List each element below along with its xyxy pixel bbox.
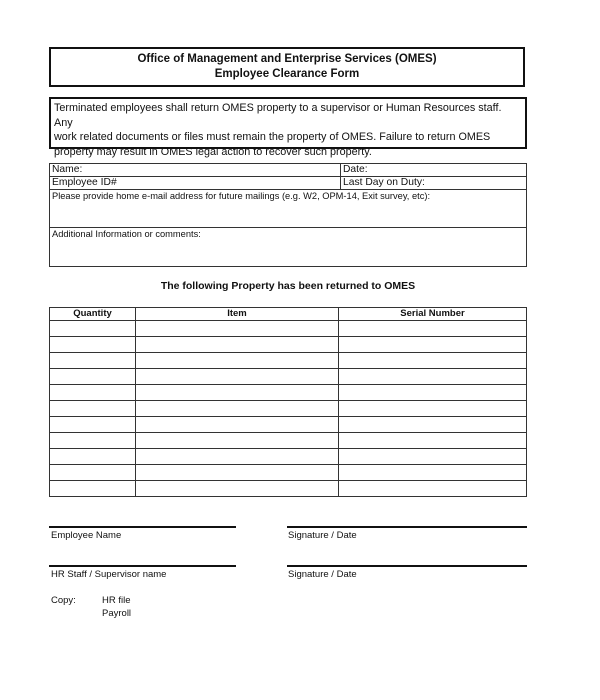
item-cell[interactable] <box>136 433 339 449</box>
serial-cell[interactable] <box>339 449 527 465</box>
employee-id-field[interactable] <box>50 177 341 190</box>
notice-box <box>49 97 527 158</box>
table-row <box>50 481 527 497</box>
table-row <box>50 337 527 353</box>
table-row <box>50 417 527 433</box>
quantity-cell[interactable] <box>50 385 136 401</box>
employee-signature-line[interactable] <box>287 526 527 528</box>
email-field[interactable] <box>50 190 527 228</box>
serial-cell[interactable] <box>339 369 527 385</box>
column-quantity: Quantity <box>50 308 136 321</box>
item-cell[interactable] <box>136 369 339 385</box>
copy-item-payroll: Payroll <box>102 608 132 619</box>
quantity-cell[interactable] <box>50 401 136 417</box>
form-title: Employee Clearance Form <box>214 68 360 80</box>
agency-title: Office of Management and Enterprise Services (OMES) <box>137 53 437 65</box>
employee-name-label: Employee Name <box>51 530 122 541</box>
hr-signature-line[interactable] <box>287 565 527 567</box>
quantity-cell[interactable] <box>50 417 136 433</box>
column-serial-number: Serial Number <box>339 308 527 321</box>
table-row <box>50 449 527 465</box>
table-row <box>50 401 527 417</box>
hr-name-label: HR Staff / Supervisor name <box>51 569 167 580</box>
last-day-field[interactable] <box>341 177 527 190</box>
quantity-cell[interactable] <box>50 353 136 369</box>
notice-line-1: Terminated employees shall return OMES property to a supervisor or Human Resources staff. Any <box>54 102 502 129</box>
hr-name-line[interactable] <box>49 565 236 567</box>
date-label: Date: <box>343 164 368 175</box>
notice-line-2: work related documents or files must remain the property of OMES. Failure to return OMES <box>54 131 491 143</box>
table-row <box>50 321 527 337</box>
table-row <box>50 465 527 481</box>
table-row <box>50 385 527 401</box>
table-row <box>50 433 527 449</box>
item-cell[interactable] <box>136 337 339 353</box>
serial-cell[interactable] <box>339 465 527 481</box>
quantity-cell[interactable] <box>50 449 136 465</box>
copy-label: Copy: <box>51 595 76 606</box>
copy-item-hr-file: HR file <box>102 595 131 606</box>
quantity-cell[interactable] <box>50 481 136 497</box>
quantity-cell[interactable] <box>50 465 136 481</box>
property-heading: The following Property has been returned to OMES <box>160 280 416 292</box>
quantity-cell[interactable] <box>50 321 136 337</box>
table-row <box>50 369 527 385</box>
hr-signature-label: Signature / Date <box>288 569 357 580</box>
item-cell[interactable] <box>136 449 339 465</box>
item-cell[interactable] <box>136 321 339 337</box>
comments-label: Additional Information or comments: <box>52 229 201 239</box>
item-cell[interactable] <box>136 401 339 417</box>
item-cell[interactable] <box>136 385 339 401</box>
serial-cell[interactable] <box>339 321 527 337</box>
item-cell[interactable] <box>136 465 339 481</box>
item-cell[interactable] <box>136 353 339 369</box>
last-day-label: Last Day on Duty: <box>343 177 425 188</box>
name-label: Name: <box>52 164 83 175</box>
comments-field[interactable] <box>50 228 527 267</box>
table-row <box>50 353 527 369</box>
serial-cell[interactable] <box>339 417 527 433</box>
name-field[interactable] <box>50 164 341 177</box>
form-title-box <box>49 47 525 87</box>
item-cell[interactable] <box>136 481 339 497</box>
serial-cell[interactable] <box>339 481 527 497</box>
serial-cell[interactable] <box>339 385 527 401</box>
quantity-cell[interactable] <box>50 433 136 449</box>
employee-id-label: Employee ID# <box>52 177 117 188</box>
employee-signature-label: Signature / Date <box>288 530 357 541</box>
item-cell[interactable] <box>136 417 339 433</box>
serial-cell[interactable] <box>339 337 527 353</box>
notice-line-3: property may result in OMES legal action to recover such property. <box>54 145 372 158</box>
email-label: Please provide home e-mail address for future mailings (e.g. W2, OPM-14, Exit survey, etc): <box>52 191 431 201</box>
date-field[interactable] <box>341 164 527 177</box>
serial-cell[interactable] <box>339 353 527 369</box>
serial-cell[interactable] <box>339 433 527 449</box>
serial-cell[interactable] <box>339 401 527 417</box>
employee-info-table <box>49 163 527 267</box>
quantity-cell[interactable] <box>50 369 136 385</box>
property-table <box>49 307 527 497</box>
quantity-cell[interactable] <box>50 337 136 353</box>
column-item: Item <box>136 308 339 321</box>
employee-name-line[interactable] <box>49 526 236 528</box>
